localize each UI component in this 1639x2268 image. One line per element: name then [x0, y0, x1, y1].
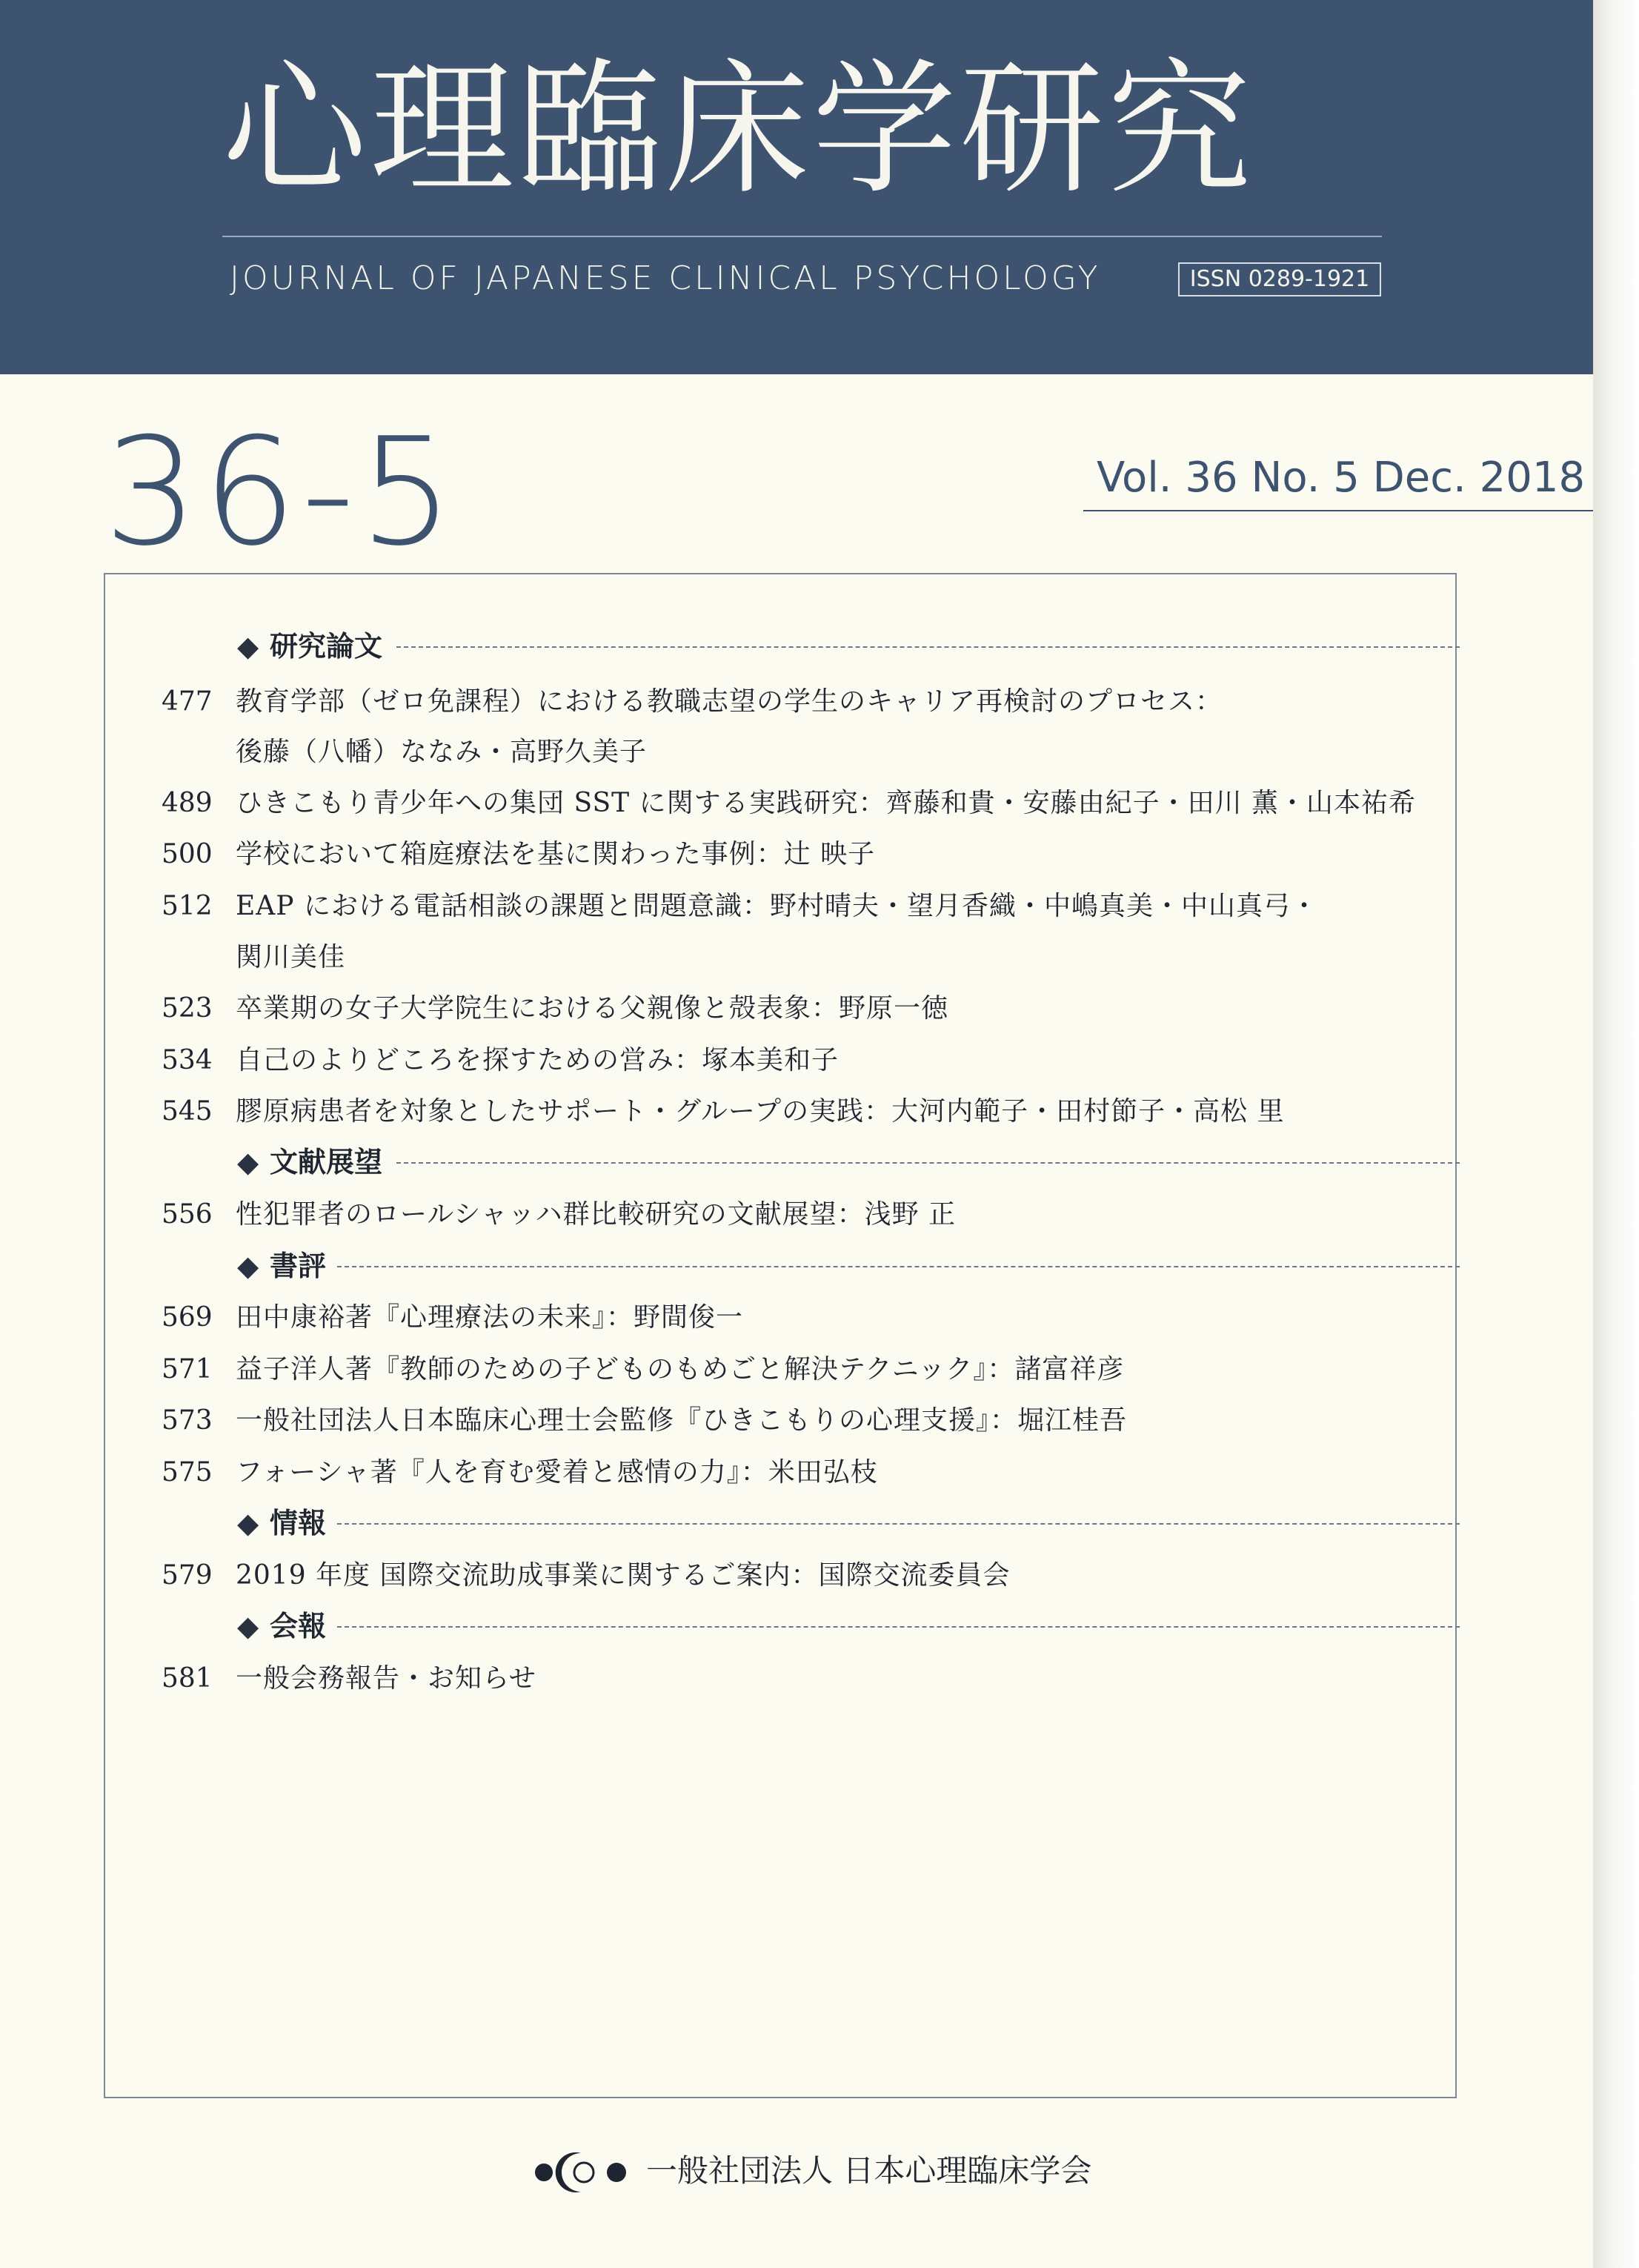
- section-title: 会報: [270, 1610, 327, 1642]
- dashed-leader-line: [337, 1266, 1460, 1267]
- toc-entry[interactable]: [141, 1450, 1475, 1495]
- entry-page-number: 489: [162, 788, 213, 818]
- toc-entry-continuation[interactable]: [141, 935, 1475, 980]
- toc-entry[interactable]: [141, 680, 1475, 724]
- entry-page-number: 581: [162, 1663, 213, 1694]
- toc-entry[interactable]: [141, 987, 1475, 1031]
- diamond-bullet-icon: ◆: [237, 1507, 259, 1539]
- entry-authors: 関川美佳: [236, 942, 346, 972]
- toc-entry[interactable]: [141, 1399, 1475, 1443]
- entry-authors: 後藤（八幡）ななみ・高野久美子: [236, 737, 648, 767]
- section-heading-literature-review: [237, 1140, 1460, 1184]
- entry-page-number: 534: [162, 1045, 213, 1075]
- entry-page-number: 500: [162, 839, 213, 869]
- section-heading-book-reviews: [237, 1244, 1460, 1288]
- page-edge: [1593, 0, 1639, 2268]
- entry-title: フォーシャ著『人を育む愛着と感情の力』：米田弘枝: [236, 1457, 878, 1488]
- toc-entry[interactable]: [141, 1038, 1475, 1083]
- entry-title: 益子洋人著『教師のための子どものもめごと解決テクニック』：諸富祥彦: [236, 1354, 1125, 1385]
- issue-info-underline: [1083, 510, 1593, 511]
- entry-page-number: 556: [162, 1199, 213, 1230]
- entry-page-number: 477: [162, 686, 213, 717]
- entry-page-number: 545: [162, 1096, 213, 1127]
- toc-entry[interactable]: [141, 1090, 1475, 1134]
- issn-badge: ISSN 0289-1921: [1178, 262, 1381, 296]
- section-heading-society-news: [237, 1604, 1460, 1648]
- entry-title: 教育学部（ゼロ免課程）における教職志望の学生のキャリア再検討のプロセス：: [236, 686, 1223, 717]
- toc-entry[interactable]: [141, 1193, 1475, 1237]
- entry-page-number: 523: [162, 993, 213, 1024]
- entry-title: ひきこもり青少年への集団 SST に関する実践研究：齊藤和貴・安藤由紀子・田川 薫・山本祐希: [236, 788, 1417, 818]
- entry-title: 性犯罪者のロールシャッハ群比較研究の文献展望：浅野 正: [236, 1199, 957, 1230]
- publisher-footer: [533, 2146, 1200, 2198]
- entry-title: 膠原病患者を対象としたサポート・グループの実践：大河内範子・田村節子・高松 里: [236, 1096, 1285, 1127]
- entry-title: 一般社団法人日本臨床心理士会監修『ひきこもりの心理支援』：堀江桂吾: [236, 1405, 1128, 1436]
- section-heading-research-articles: [237, 624, 1460, 669]
- society-logo-icon: [533, 2150, 630, 2195]
- entry-page-number: 579: [162, 1560, 213, 1591]
- header-divider: [222, 236, 1382, 237]
- toc-entry[interactable]: [141, 884, 1475, 929]
- diamond-bullet-icon: ◆: [237, 1610, 259, 1642]
- diamond-bullet-icon: ◆: [237, 630, 259, 663]
- entry-title: 自己のよりどころを探すための営み：塚本美和子: [236, 1045, 840, 1075]
- dashed-leader-line: [396, 1162, 1460, 1164]
- entry-title: 学校において箱庭療法を基に関わった事例：辻 映子: [236, 839, 876, 869]
- diamond-bullet-icon: ◆: [237, 1250, 259, 1282]
- entry-page-number: 573: [162, 1405, 213, 1436]
- toc-entry[interactable]: [141, 1347, 1475, 1392]
- section-title: 情報: [270, 1507, 327, 1539]
- section-title: 書評: [270, 1250, 327, 1282]
- entry-page-number: 569: [162, 1302, 213, 1333]
- toc-entry[interactable]: [141, 1296, 1475, 1340]
- entry-title: 2019 年度 国際交流助成事業に関するご案内：国際交流委員会: [236, 1560, 1011, 1591]
- entry-page-number: 571: [162, 1354, 213, 1385]
- volume-issue-date: Vol. 36 No. 5 Dec. 2018: [1097, 454, 1586, 502]
- section-title: 研究論文: [270, 630, 383, 663]
- issue-number: 36-5: [104, 406, 458, 579]
- entry-title: 一般会務報告・お知らせ: [236, 1663, 536, 1694]
- toc-entry[interactable]: [141, 1657, 1475, 1701]
- entry-page-number: 575: [162, 1457, 213, 1488]
- toc-entry[interactable]: [141, 781, 1475, 826]
- section-title: 文献展望: [270, 1146, 383, 1178]
- toc-entry-continuation[interactable]: [141, 730, 1475, 775]
- toc-entry[interactable]: [141, 1554, 1475, 1598]
- publisher-name: 一般社団法人 日本心理臨床学会: [646, 2152, 1092, 2189]
- toc-entry[interactable]: [141, 832, 1475, 877]
- entry-title: EAP における電話相談の課題と問題意識：野村晴夫・望月香織・中嶋真美・中山真弓・: [236, 891, 1318, 921]
- entry-page-number: 512: [162, 891, 213, 921]
- journal-english-title: JOURNAL OF JAPANESE CLINICAL PSYCHOLOGY: [230, 259, 1101, 297]
- dashed-leader-line: [337, 1626, 1460, 1628]
- entry-title: 田中康裕著『心理療法の未来』：野間俊一: [236, 1302, 744, 1333]
- journal-title: 心理臨床学研究: [222, 45, 1254, 213]
- dashed-leader-line: [337, 1523, 1460, 1525]
- section-heading-information: [237, 1501, 1460, 1545]
- dashed-leader-line: [396, 646, 1460, 648]
- diamond-bullet-icon: ◆: [237, 1146, 259, 1178]
- cover-header: [0, 0, 1593, 374]
- entry-title: 卒業期の女子大学院生における父親像と殻表象：野原一徳: [236, 993, 949, 1024]
